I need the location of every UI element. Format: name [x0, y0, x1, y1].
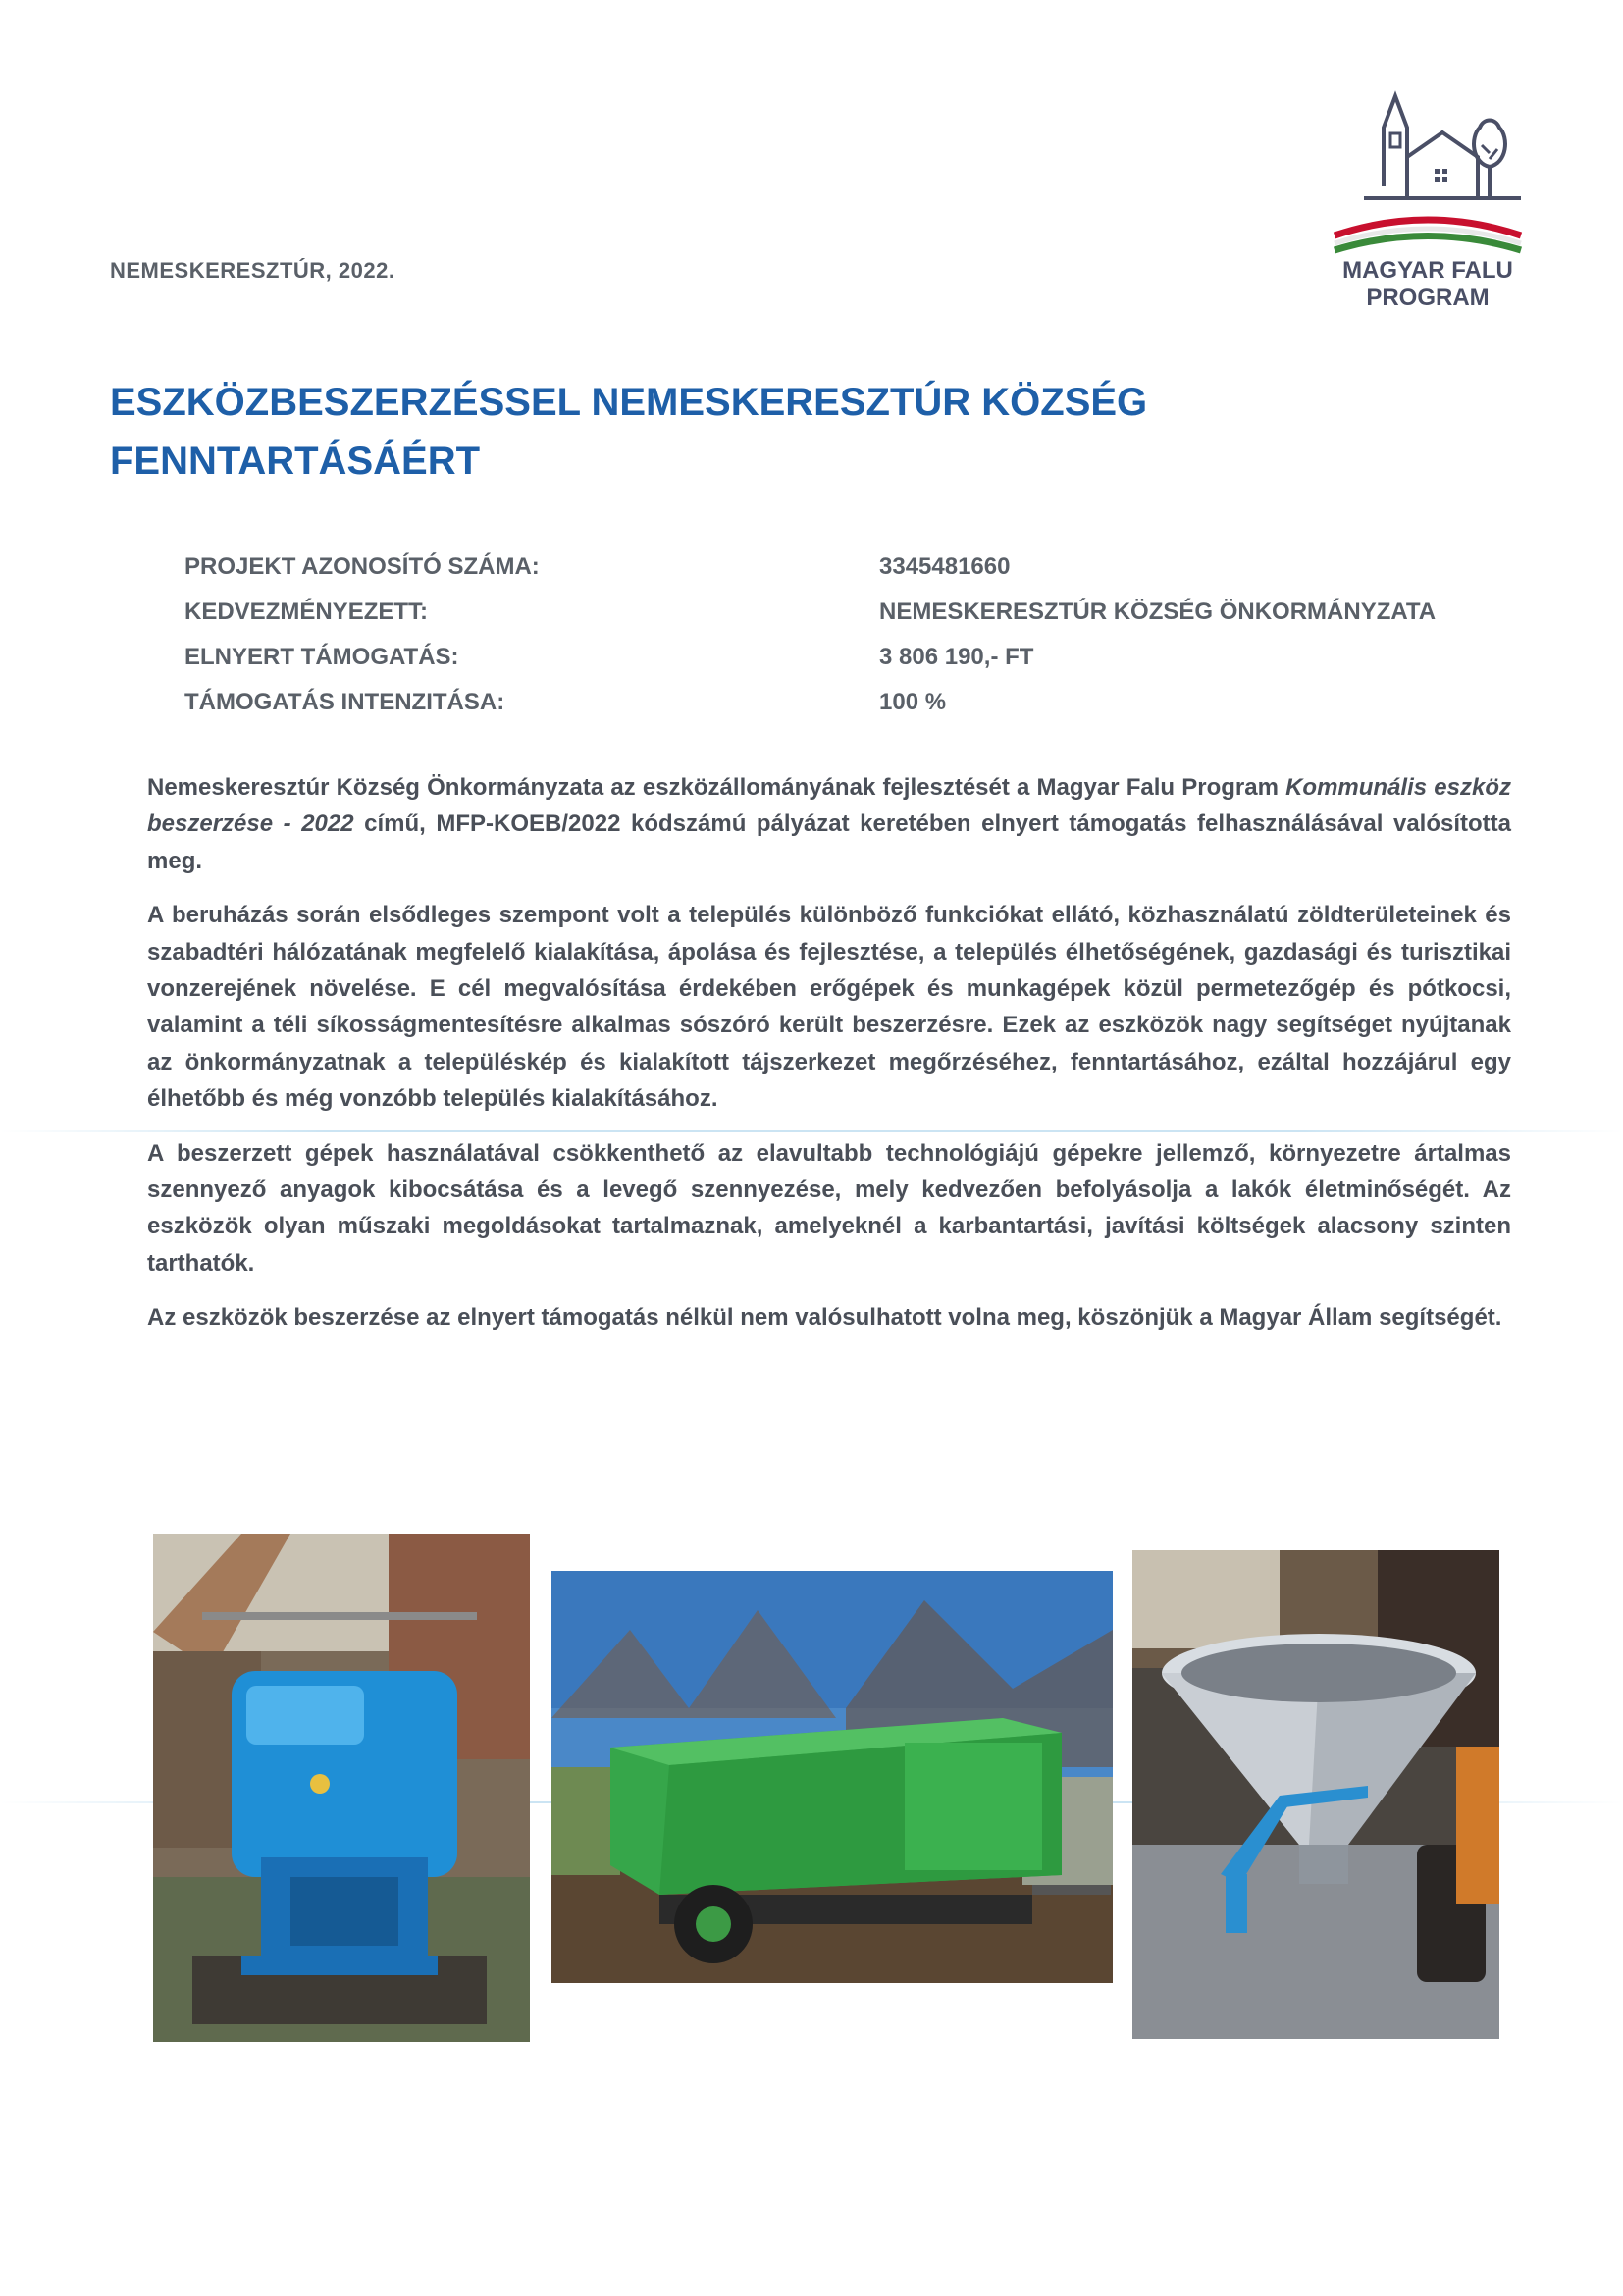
- sprayer-photo: [153, 1534, 530, 2042]
- paragraph-1-end: című, MFP-KOEB/2022 kódszámú pályázat keretében elnyert támogatás felhasználásával valósította meg.: [147, 810, 1512, 874]
- info-value: 3345481660: [879, 553, 1011, 580]
- title-line-1: ESZKÖZBESZERZÉSSEL NEMESKERESZTÚR KÖZSÉG: [110, 381, 1148, 424]
- info-label: TÁMOGATÁS INTENZITÁSA:: [184, 689, 505, 715]
- project-info: [184, 545, 1558, 725]
- info-label: KEDVEZMÉNYEZETT:: [184, 599, 429, 625]
- magyar-falu-program-logo: [1315, 88, 1541, 324]
- info-label: PROJEKT AZONOSÍTÓ SZÁMA:: [184, 553, 540, 580]
- paragraph-4: Az eszközök beszerzése az elnyert támogatás nélkül nem valósulhatott volna meg, köszönjük a Magyar Állam segítségét.: [147, 1304, 1502, 1331]
- logo-text: [1315, 257, 1541, 312]
- salt-spreader-photo: [1132, 1550, 1499, 2039]
- trailer-photo: [551, 1571, 1113, 1983]
- info-row-grant: [184, 635, 1558, 680]
- paragraph-3: A beszerzett gépek használatával csökkenthető az elavultabb technológiájú gépekre jellemző, környezetre ártalmas szennyező anyagok kibocsátása és a levegő szennyezése, mely kedvezően befolyásolja a lakók életminőségét. Az eszközök olyan műszaki megoldásokat tartalmaznak, amelyeknél a karbantartási, javítási költségek alacsony szinten tarthatók.: [147, 1139, 1511, 1277]
- logo-line-1: MAGYAR FALU: [1342, 257, 1513, 284]
- logo-line-2: PROGRAM: [1366, 285, 1490, 311]
- paragraph-1-italic: Kommunális eszköz beszerzése - 2022: [147, 774, 1511, 838]
- info-value: 3 806 190,- FT: [879, 644, 1034, 670]
- paragraph-2: A beruházás során elsődleges szempont volt a település különböző funkciókat ellátó, közhasználatú zöldterületeinek és szabadtéri hálózatának megfelelő kialakítása, ápolása és fejlesztése, a település élhetőségének, gazdasági és turisztikai vonzerejének növelése. E cél megvalósítása érdekében erőgépek és munkagépek közül permetezőgép és pótkocsi, valamint a téli síkosságmentesítésre alkalmas sószóró került beszerzésre. Ezek az eszközök nagy segítséget nyújtanak az önkormányzatnak a településkép és kialakított tájszerkezet megőrzéséhez, fenntartásához, ezáltal hozzájárul egy élhetőbb és még vonzóbb település kialakításához.: [147, 902, 1511, 1113]
- title-line-2: FENNTARTÁSÁÉRT: [110, 440, 481, 483]
- village-church-house-tree-icon: [1325, 88, 1531, 255]
- place-date: NEMESKERESZTÚR, 2022.: [110, 258, 395, 283]
- body-text: [147, 769, 1511, 1354]
- page-title: [110, 373, 1386, 491]
- paragraph-1-start: Nemeskeresztúr Község Önkormányzata az eszközállományának fejlesztését a Magyar Falu Program: [147, 774, 1286, 801]
- info-row-beneficiary: [184, 590, 1558, 635]
- scan-artifact-line: [0, 1130, 1623, 1132]
- info-label: ELNYERT TÁMOGATÁS:: [184, 644, 459, 670]
- paragraph-1: [147, 769, 1511, 879]
- info-value: 100 %: [879, 689, 947, 715]
- info-value: NEMESKERESZTÚR KÖZSÉG ÖNKORMÁNYZATA: [879, 599, 1437, 625]
- info-row-project-id: [184, 545, 1558, 590]
- info-row-intensity: [184, 680, 1558, 725]
